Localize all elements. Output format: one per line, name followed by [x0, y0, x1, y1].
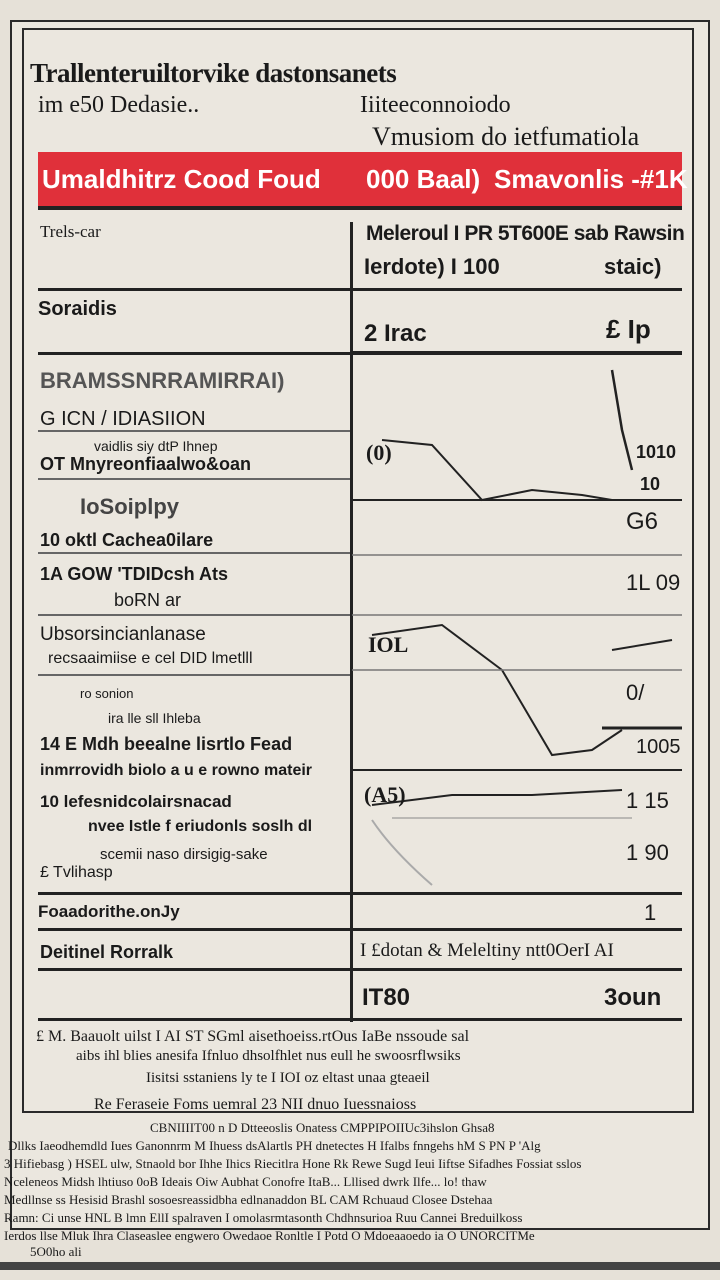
row-label-17: nvee Istle f eriudonls soslh dl [88, 818, 313, 835]
rule [38, 430, 350, 432]
chart-line-1 [382, 440, 612, 500]
total-right: 3oun [604, 984, 662, 1011]
value-6: 1005 [636, 736, 681, 758]
rule [38, 928, 682, 931]
row-label-19: £ Tvlihasp [40, 864, 113, 881]
row-label-5: OT Mnyreonfiaalwo&oan [40, 454, 252, 474]
footer-line-5: Medllnse ss Hesisid Brashl sosoesreassidbha edlnanaddon BL CAM Rchuaud Closee Dstehaa [4, 1192, 493, 1207]
row-label-14: 14 E Mdh beealne lisrtlo Fead [40, 734, 293, 754]
banner-mid: 000 Baal) [366, 164, 481, 194]
table-head-right-1: Meleroul I PR 5T600E sab Rawsin [366, 222, 685, 245]
note-2: aibs ihl blies anesifa Ifnluo dhsolfhlet nus eull he swoosrflwsiks [76, 1048, 461, 1064]
value-4: 1L 09 [626, 570, 681, 595]
row-label-6: IoSoiplpy [80, 494, 179, 519]
row-label-11: recsaaimiise e cel DID lmetlll [48, 650, 253, 667]
footer-line-3: 3 Hifiebasg ) HSEL ulw, Stnaold bor Ihhe Ihics Riecitlra Hone Rk Rewe Sugd Ieui Iiftse Sifadhes Fossiat sslos [4, 1156, 582, 1171]
rule [38, 552, 350, 554]
chart-tick-1 [612, 370, 632, 470]
nutrition-banner [38, 152, 688, 210]
banner-right: Smavonlis -#1K [494, 164, 688, 194]
row-label-21: Deitinel Rorralk [40, 942, 174, 962]
row-label-18: scemii naso dirsigig-sake [100, 846, 268, 863]
subtitle-left: im e50 Dedasie.. [38, 92, 200, 118]
value-2: 10 [640, 474, 661, 494]
row-label-13: ira lle sll Ihleba [108, 710, 201, 726]
row-label-9: boRN ar [114, 590, 182, 610]
row-label-20: Foaadorithe.onJy [38, 902, 180, 921]
row-label-16: 10 lefesnidcolairsnacad [40, 792, 232, 811]
subtitle-right: Iiiteeconnoiodo [360, 92, 511, 118]
banner-left: Umaldhitrz Cood Foud [42, 164, 321, 194]
row-value-1a: 2 Irac [364, 320, 427, 347]
note-3: Iisitsi sstaniens ly te I IOI oz eltast unaa gteaeil [146, 1070, 430, 1086]
footer-line-7: Ierdos llse Mluk Ihra Claseaslee engwero Owedaoe Ronltle I Potd O Mdoeaaoedo ia O UNORCITMe [4, 1228, 535, 1243]
rule [38, 892, 682, 895]
chart-label-1: (0) [366, 440, 392, 465]
value-3: G6 [626, 508, 659, 535]
footer-line-1: CBNIIIIT00 n D Dtteeoslis Onatess CMPPIPOIIUc3ihslon Ghsa8 [150, 1120, 495, 1135]
row-label-8: 1A GOW 'TDIDcsh Ats [40, 564, 228, 584]
row-label-15: inmrrovidh biolo a u e rowno mateir [40, 762, 313, 779]
footer-line-4: Nceleneos Midsh lhtiuso 0oB Ideais Oiw Aubhat Conofre ItaB... Lllised dwrk Ilfe... lo! thaw [4, 1174, 487, 1189]
rule [38, 614, 350, 616]
chart-label-3: (A5) [364, 782, 406, 807]
row-value-1b: £ Ip [606, 314, 651, 344]
chart-label-2: IOL [368, 632, 409, 657]
table-head-left: Trels-car [40, 222, 101, 241]
value-9: 1 [644, 900, 657, 925]
row-label-10: Ubsorsincianlanase [40, 624, 206, 645]
rule [38, 968, 682, 971]
total-left: IT80 [362, 984, 411, 1011]
value-1: 1010 [636, 442, 677, 462]
bottom-edge [0, 1262, 720, 1270]
row-label-3: G ICN / IDIASIION [40, 408, 206, 430]
row-label-2: BRAMSSNRRAMIRRAI) [40, 368, 285, 393]
value-5: 0/ [626, 680, 645, 705]
rule [38, 288, 682, 291]
rule [38, 674, 350, 676]
value-8: 1 90 [626, 840, 669, 865]
chart-line-4 [372, 790, 622, 805]
footer-line-8: 5O0ho ali [30, 1244, 82, 1259]
value-7: 1 15 [626, 788, 669, 813]
document-title: Trallenteruiltorvike dastonsanets [30, 58, 397, 88]
row-label-1: Soraidis [38, 298, 117, 320]
rule [38, 1018, 682, 1021]
row-label-4: vaidlis siy dtP Ihnep [94, 438, 218, 454]
note-4: Re Feraseie Foms uemral 23 NII dnuo Iuessnaioss [94, 1096, 417, 1113]
table-head-right-3: staic) [604, 254, 662, 279]
row-label-12: ro sonion [80, 686, 134, 701]
subtitle-right-2: Vmusiom do ietfumatiola [372, 122, 640, 151]
chart-line-2 [372, 625, 622, 755]
chart-line-3 [612, 640, 672, 650]
table-head-right-2: Ierdote) I 100 [364, 254, 500, 279]
row-label-7: 10 oktl Cachea0ilare [40, 530, 214, 550]
chart-line-5 [372, 820, 432, 885]
row-value-last: I £dotan & Meleltiny ntt0OerI AI [360, 940, 614, 961]
note-1: £ M. Baauolt uilst I AI ST SGml aisethoeiss.rtOus IaBe nssoude sal [36, 1028, 470, 1045]
footer-line-2: Dllks Iaeodhemdld Iues Ganonnrm M Ihuess dsAlartls PH dnetectes H Ifalbs fnngehs hM S PN P 'Alg [8, 1138, 541, 1153]
footer-line-6: Ramn: Ci unse HNL B lmn EllI spalraven I omolasrmtasonth Chdhnsurioa Ruu Cannei Breduilkoss [4, 1210, 523, 1225]
rule [38, 478, 350, 480]
